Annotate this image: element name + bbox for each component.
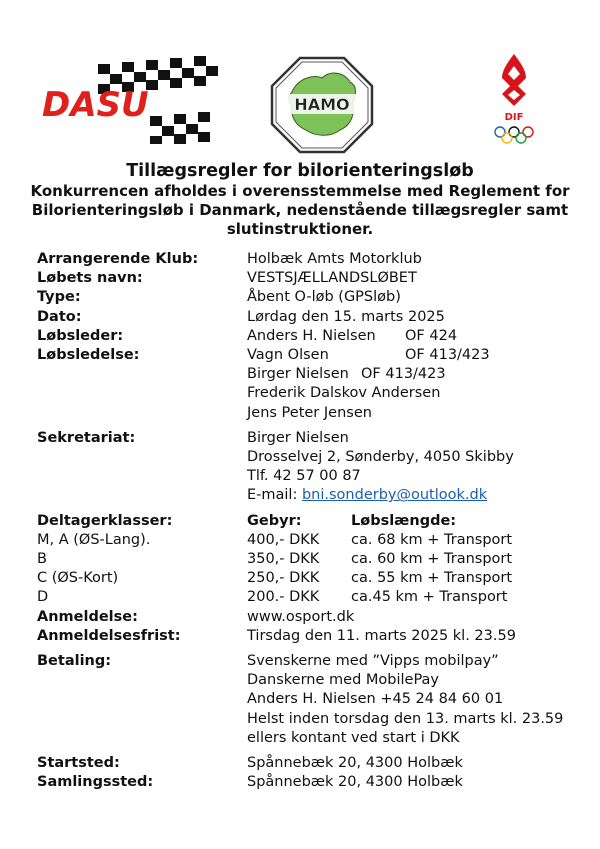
label-anmeldelse: Anmeldelse:: [37, 608, 138, 625]
value-dato: Lørdag den 15. marts 2025: [247, 308, 445, 325]
sekretariat-line: Birger Nielsen: [247, 429, 349, 446]
label-anmeldelsesfrist: Anmeldelsesfrist:: [37, 627, 181, 644]
row-klub: [37, 250, 577, 269]
value-anmeldelse: www.osport.dk: [247, 608, 355, 625]
row-betaling: [37, 652, 577, 671]
ledelse-name: Jens Peter Jensen: [247, 404, 372, 421]
klasse-name: B: [37, 551, 47, 568]
sekretariat-line: Tlf. 42 57 00 87: [247, 468, 361, 485]
row-samlingssted: [37, 773, 577, 792]
klasse-gebyr: 400,- DKK: [247, 531, 320, 548]
subtitle-line: Bilorienteringsløb i Danmark, nedenstående tillægsregler samt: [31, 201, 569, 219]
value-samlingssted: Spånnebæk 20, 4300 Holbæk: [247, 774, 463, 791]
row-loebsleder: [37, 327, 577, 346]
klasse-laengde: ca. 55 km + Transport: [351, 570, 513, 587]
row-dato: [37, 308, 577, 327]
laengde-header: Løbslængde:: [351, 512, 457, 529]
ledelse-of: OF 413/423: [361, 366, 446, 383]
subtitle-line: Konkurrencen afholdes i overensstemmelse med Reglement for: [30, 182, 570, 200]
row-loebsledelse-4: [37, 404, 577, 423]
label-loebsleder: Løbsleder:: [37, 327, 124, 344]
logo-bar: [0, 0, 600, 160]
betaling-line: Svenskerne med ”Vipps mobilpay”: [247, 653, 499, 670]
label-betaling: Betaling:: [37, 653, 112, 670]
gebyr-header: Gebyr:: [247, 512, 302, 529]
klasse-row: [37, 550, 577, 569]
label-loebsledelse: Løbsledelse:: [37, 347, 140, 364]
row-betaling-4: [37, 710, 577, 729]
row-anmeldelse: [37, 608, 577, 627]
row-klasser-header: [37, 512, 577, 531]
email-prefix: E-mail:: [247, 487, 302, 504]
row-sekretariat: [37, 429, 577, 448]
dif-logo-text: DIF: [504, 112, 524, 123]
dasu-logo: [38, 54, 220, 146]
dasu-logo-text: DASU: [42, 85, 149, 125]
klasse-name: M, A (ØS-Lang).: [37, 531, 151, 548]
betaling-line: Helst inden torsdag den 13. marts kl. 23.59: [247, 710, 564, 727]
row-startsted: [37, 754, 577, 773]
leder-name: Anders H. Nielsen: [247, 327, 376, 344]
label-dato: Dato:: [37, 308, 82, 325]
leder-of: OF 424: [405, 327, 458, 344]
klasse-gebyr: 250,- DKK: [247, 570, 320, 587]
value-type: Åbent O-løb (GPSløb): [247, 289, 401, 306]
label-startsted: Startsted:: [37, 755, 120, 772]
dif-logo: [490, 52, 538, 150]
row-navn: [37, 269, 577, 288]
row-loebsledelse: [37, 346, 577, 365]
klasse-laengde: ca.45 km + Transport: [351, 589, 508, 606]
row-email: [37, 486, 577, 505]
row-type: [37, 288, 577, 307]
klasse-laengde: ca. 60 km + Transport: [351, 551, 513, 568]
label-klub: Arrangerende Klub:: [37, 251, 199, 267]
klasse-row: [37, 531, 577, 550]
klasse-gebyr: 350,- DKK: [247, 551, 320, 568]
subtitle-line: slutinstruktioner.: [226, 220, 374, 238]
ledelse-name: Vagn Olsen: [247, 347, 329, 364]
betaling-line: ellers kontant ved start i DKK: [247, 729, 460, 746]
row-sekretariat-3: [37, 467, 577, 486]
row-betaling-5: [37, 729, 577, 748]
label-samlingssted: Samlingssted:: [37, 774, 154, 791]
klasse-row: [37, 569, 577, 588]
value-startsted: Spånnebæk 20, 4300 Holbæk: [247, 755, 463, 772]
row-sekretariat-2: [37, 448, 577, 467]
header-titles: [0, 160, 600, 239]
hamo-logo: [270, 56, 374, 154]
hamo-logo-text: HAMO: [294, 95, 350, 114]
row-betaling-2: [37, 671, 577, 690]
page-title: Tillægsregler for bilorienteringsløb: [126, 161, 474, 181]
row-loebsledelse-3: [37, 384, 577, 403]
rules-list: [37, 250, 577, 792]
label-navn: Løbets navn:: [37, 270, 143, 287]
label-type: Type:: [37, 289, 81, 306]
ledelse-name: Birger Nielsen: [247, 366, 349, 383]
olympic-rings-icon: [495, 127, 533, 143]
row-anmeldelsesfrist: [37, 627, 577, 646]
ledelse-name: Frederik Dalskov Andersen: [247, 385, 441, 402]
label-sekretariat: Sekretariat:: [37, 429, 136, 446]
klasse-name: D: [37, 589, 49, 606]
sekretariat-line: Drosselvej 2, Sønderby, 4050 Skibby: [247, 449, 514, 466]
row-betaling-3: [37, 690, 577, 709]
label-klasser: Deltagerklasser:: [37, 512, 173, 529]
ledelse-of: OF 413/423: [405, 347, 490, 364]
klasse-name: C (ØS-Kort): [37, 570, 119, 587]
value-navn: VESTSJÆLLANDSLØBET: [247, 270, 417, 287]
betaling-line: Anders H. Nielsen +45 24 84 60 01: [247, 691, 504, 708]
value-klub: Holbæk Amts Motorklub: [247, 251, 422, 267]
value-anmeldelsesfrist: Tirsdag den 11. marts 2025 kl. 23.59: [247, 627, 516, 644]
klasse-gebyr: 200.- DKK: [247, 589, 320, 606]
klasse-row: [37, 588, 577, 607]
betaling-line: Danskerne med MobilePay: [247, 672, 440, 689]
row-loebsledelse-2: [37, 365, 577, 384]
klasse-laengde: ca. 68 km + Transport: [351, 531, 513, 548]
email-link[interactable]: bni.sonderby@outlook.dk: [301, 487, 488, 504]
